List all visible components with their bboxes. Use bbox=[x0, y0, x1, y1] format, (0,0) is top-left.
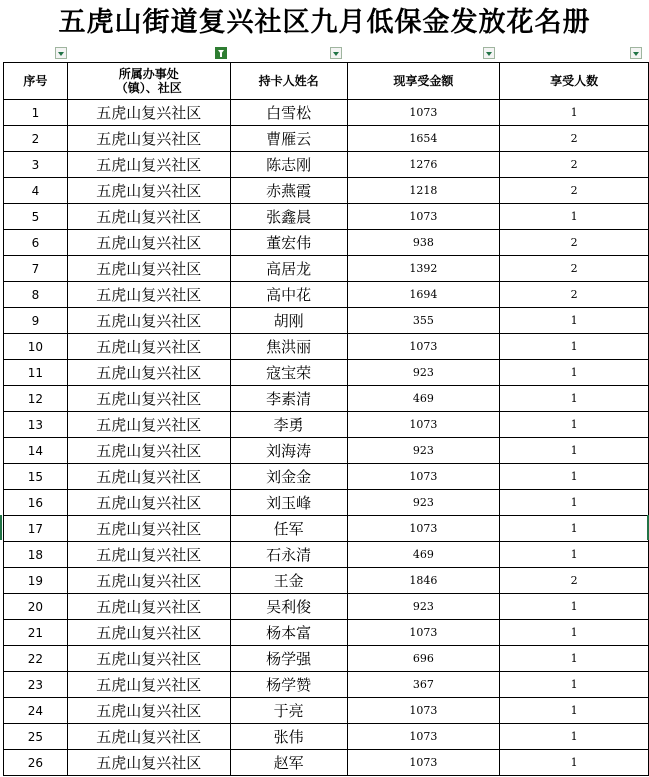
cell-area[interactable]: 五虎山复兴社区 bbox=[67, 334, 230, 360]
table-row[interactable] bbox=[4, 542, 649, 568]
cell-area[interactable]: 五虎山复兴社区 bbox=[67, 386, 230, 412]
table-row[interactable] bbox=[4, 282, 649, 308]
header-area-line1: 所属办事处 bbox=[118, 67, 179, 81]
cell-area[interactable]: 五虎山复兴社区 bbox=[67, 100, 230, 126]
header-amount[interactable]: 现享受金额 bbox=[347, 63, 500, 100]
cell-amount[interactable]: 1392 bbox=[347, 256, 500, 282]
cell-count[interactable]: 1 bbox=[500, 724, 649, 750]
cell-amount[interactable]: 1073 bbox=[347, 750, 500, 776]
cell-name[interactable]: 寇宝荣 bbox=[230, 360, 347, 386]
table-row[interactable] bbox=[4, 126, 649, 152]
cell-name[interactable]: 胡刚 bbox=[230, 308, 347, 334]
cell-area[interactable]: 五虎山复兴社区 bbox=[67, 282, 230, 308]
row-selection-marker-left bbox=[0, 515, 2, 540]
cell-amount[interactable]: 1073 bbox=[347, 100, 500, 126]
cell-name[interactable]: 焦洪丽 bbox=[230, 334, 347, 360]
cell-name[interactable]: 李勇 bbox=[230, 412, 347, 438]
cell-count[interactable]: 1 bbox=[500, 542, 649, 568]
cell-seq[interactable]: 16 bbox=[4, 490, 68, 516]
table-row[interactable] bbox=[4, 724, 649, 750]
cell-seq[interactable]: 1 bbox=[4, 100, 68, 126]
cell-amount[interactable]: 1654 bbox=[347, 126, 500, 152]
cell-seq[interactable]: 14 bbox=[4, 438, 68, 464]
cell-name[interactable]: 高中花 bbox=[230, 282, 347, 308]
cell-name[interactable]: 杨本富 bbox=[230, 620, 347, 646]
cell-seq[interactable]: 3 bbox=[4, 152, 68, 178]
cell-name[interactable]: 刘海涛 bbox=[230, 438, 347, 464]
cell-amount[interactable]: 355 bbox=[347, 308, 500, 334]
filter-active-area-icon[interactable] bbox=[215, 47, 227, 59]
table-row[interactable] bbox=[4, 360, 649, 386]
cell-area[interactable]: 五虎山复兴社区 bbox=[67, 594, 230, 620]
cell-seq[interactable]: 23 bbox=[4, 672, 68, 698]
cell-count[interactable]: 1 bbox=[500, 698, 649, 724]
cell-amount[interactable]: 1073 bbox=[347, 464, 500, 490]
cell-seq[interactable]: 7 bbox=[4, 256, 68, 282]
filter-bar bbox=[0, 46, 649, 62]
cell-count[interactable]: 2 bbox=[500, 256, 649, 282]
table-row[interactable] bbox=[4, 490, 649, 516]
table-row[interactable] bbox=[4, 646, 649, 672]
header-seq[interactable]: 序号 bbox=[4, 63, 68, 100]
cell-name[interactable]: 白雪松 bbox=[230, 100, 347, 126]
cell-seq[interactable]: 26 bbox=[4, 750, 68, 776]
table-body bbox=[4, 100, 649, 776]
cell-amount[interactable]: 1073 bbox=[347, 516, 500, 542]
cell-area[interactable]: 五虎山复兴社区 bbox=[67, 516, 230, 542]
cell-count[interactable]: 1 bbox=[500, 646, 649, 672]
cell-area[interactable]: 五虎山复兴社区 bbox=[67, 256, 230, 282]
cell-area[interactable]: 五虎山复兴社区 bbox=[67, 568, 230, 594]
cell-amount[interactable]: 1846 bbox=[347, 568, 500, 594]
cell-name[interactable]: 陈志刚 bbox=[230, 152, 347, 178]
cell-count[interactable]: 1 bbox=[500, 750, 649, 776]
cell-amount[interactable]: 1276 bbox=[347, 152, 500, 178]
cell-count[interactable]: 2 bbox=[500, 230, 649, 256]
cell-seq[interactable]: 2 bbox=[4, 126, 68, 152]
cell-name[interactable]: 赤燕霞 bbox=[230, 178, 347, 204]
cell-name[interactable]: 李素清 bbox=[230, 386, 347, 412]
cell-seq[interactable]: 25 bbox=[4, 724, 68, 750]
cell-area[interactable]: 五虎山复兴社区 bbox=[67, 490, 230, 516]
cell-amount[interactable]: 1073 bbox=[347, 412, 500, 438]
table-row[interactable] bbox=[4, 178, 649, 204]
cell-name[interactable]: 杨学赞 bbox=[230, 672, 347, 698]
cell-seq[interactable]: 19 bbox=[4, 568, 68, 594]
cell-amount[interactable]: 938 bbox=[347, 230, 500, 256]
cell-area[interactable]: 五虎山复兴社区 bbox=[67, 204, 230, 230]
cell-seq[interactable]: 8 bbox=[4, 282, 68, 308]
cell-amount[interactable]: 696 bbox=[347, 646, 500, 672]
header-row bbox=[4, 63, 649, 100]
cell-amount[interactable]: 923 bbox=[347, 594, 500, 620]
cell-amount[interactable]: 1073 bbox=[347, 334, 500, 360]
cell-seq[interactable]: 4 bbox=[4, 178, 68, 204]
cell-area[interactable]: 五虎山复兴社区 bbox=[67, 152, 230, 178]
cell-count[interactable]: 1 bbox=[500, 204, 649, 230]
cell-area[interactable]: 五虎山复兴社区 bbox=[67, 360, 230, 386]
cell-area[interactable]: 五虎山复兴社区 bbox=[67, 230, 230, 256]
header-area[interactable] bbox=[67, 63, 230, 100]
cell-count[interactable]: 1 bbox=[500, 412, 649, 438]
cell-seq[interactable]: 20 bbox=[4, 594, 68, 620]
cell-name[interactable]: 高居龙 bbox=[230, 256, 347, 282]
cell-seq[interactable]: 24 bbox=[4, 698, 68, 724]
filter-dropdown-name-icon[interactable] bbox=[330, 47, 342, 59]
cell-count[interactable]: 1 bbox=[500, 334, 649, 360]
cell-amount[interactable]: 469 bbox=[347, 386, 500, 412]
table-row[interactable] bbox=[4, 698, 649, 724]
table-row[interactable] bbox=[4, 386, 649, 412]
cell-amount[interactable]: 923 bbox=[347, 490, 500, 516]
table-row[interactable] bbox=[4, 620, 649, 646]
cell-seq[interactable]: 12 bbox=[4, 386, 68, 412]
table-row[interactable] bbox=[4, 230, 649, 256]
table-row[interactable] bbox=[4, 750, 649, 776]
table-row[interactable] bbox=[4, 464, 649, 490]
cell-area[interactable]: 五虎山复兴社区 bbox=[67, 178, 230, 204]
cell-amount[interactable]: 1218 bbox=[347, 178, 500, 204]
cell-seq[interactable]: 18 bbox=[4, 542, 68, 568]
header-name[interactable]: 持卡人姓名 bbox=[230, 63, 347, 100]
cell-amount[interactable]: 923 bbox=[347, 360, 500, 386]
cell-count[interactable]: 1 bbox=[500, 438, 649, 464]
filter-dropdown-count-icon[interactable] bbox=[630, 47, 642, 59]
cell-amount[interactable]: 1694 bbox=[347, 282, 500, 308]
cell-seq[interactable]: 21 bbox=[4, 620, 68, 646]
cell-area[interactable]: 五虎山复兴社区 bbox=[67, 646, 230, 672]
cell-seq[interactable]: 6 bbox=[4, 230, 68, 256]
table-row[interactable] bbox=[4, 438, 649, 464]
cell-area[interactable]: 五虎山复兴社区 bbox=[67, 542, 230, 568]
cell-amount[interactable]: 1073 bbox=[347, 724, 500, 750]
cell-area[interactable]: 五虎山复兴社区 bbox=[67, 620, 230, 646]
sheet-title: 五虎山街道复兴社区九月低保金发放花名册 bbox=[58, 7, 591, 38]
cell-seq[interactable]: 22 bbox=[4, 646, 68, 672]
cell-count[interactable]: 1 bbox=[500, 594, 649, 620]
cell-count[interactable]: 1 bbox=[500, 360, 649, 386]
table-row[interactable] bbox=[4, 516, 649, 542]
cell-seq[interactable]: 15 bbox=[4, 464, 68, 490]
cell-seq[interactable]: 13 bbox=[4, 412, 68, 438]
cell-amount[interactable]: 367 bbox=[347, 672, 500, 698]
cell-name[interactable]: 吴利俊 bbox=[230, 594, 347, 620]
cell-name[interactable]: 任军 bbox=[230, 516, 347, 542]
cell-count[interactable]: 2 bbox=[500, 568, 649, 594]
cell-amount[interactable]: 1073 bbox=[347, 698, 500, 724]
cell-area[interactable]: 五虎山复兴社区 bbox=[67, 464, 230, 490]
cell-seq[interactable]: 11 bbox=[4, 360, 68, 386]
table-row[interactable] bbox=[4, 308, 649, 334]
cell-area[interactable]: 五虎山复兴社区 bbox=[67, 438, 230, 464]
cell-name[interactable]: 刘金金 bbox=[230, 464, 347, 490]
table-row[interactable] bbox=[4, 100, 649, 126]
cell-count[interactable]: 2 bbox=[500, 282, 649, 308]
table-row[interactable] bbox=[4, 594, 649, 620]
cell-area[interactable]: 五虎山复兴社区 bbox=[67, 308, 230, 334]
cell-area[interactable]: 五虎山复兴社区 bbox=[67, 724, 230, 750]
cell-count[interactable]: 1 bbox=[500, 100, 649, 126]
filter-dropdown-amount-icon[interactable] bbox=[483, 47, 495, 59]
roster-table bbox=[3, 62, 649, 776]
cell-amount[interactable]: 469 bbox=[347, 542, 500, 568]
table-row[interactable] bbox=[4, 412, 649, 438]
table-row[interactable] bbox=[4, 256, 649, 282]
cell-count[interactable]: 1 bbox=[500, 464, 649, 490]
cell-amount[interactable]: 923 bbox=[347, 438, 500, 464]
cell-count[interactable]: 1 bbox=[500, 516, 649, 542]
cell-count[interactable]: 2 bbox=[500, 178, 649, 204]
cell-name[interactable]: 董宏伟 bbox=[230, 230, 347, 256]
cell-name[interactable]: 刘玉峰 bbox=[230, 490, 347, 516]
cell-seq[interactable]: 9 bbox=[4, 308, 68, 334]
cell-count[interactable]: 1 bbox=[500, 308, 649, 334]
table-row[interactable] bbox=[4, 334, 649, 360]
cell-count[interactable]: 1 bbox=[500, 386, 649, 412]
cell-area[interactable]: 五虎山复兴社区 bbox=[67, 672, 230, 698]
table-row[interactable] bbox=[4, 152, 649, 178]
cell-seq[interactable]: 5 bbox=[4, 204, 68, 230]
table-row[interactable] bbox=[4, 672, 649, 698]
cell-amount[interactable]: 1073 bbox=[347, 204, 500, 230]
cell-name[interactable]: 曹雁云 bbox=[230, 126, 347, 152]
cell-area[interactable]: 五虎山复兴社区 bbox=[67, 750, 230, 776]
cell-count[interactable]: 1 bbox=[500, 672, 649, 698]
cell-seq[interactable]: 17 bbox=[4, 516, 68, 542]
cell-name[interactable]: 石永清 bbox=[230, 542, 347, 568]
cell-name[interactable]: 张鑫晨 bbox=[230, 204, 347, 230]
cell-count[interactable]: 1 bbox=[500, 620, 649, 646]
table-row[interactable] bbox=[4, 204, 649, 230]
cell-name[interactable]: 王金 bbox=[230, 568, 347, 594]
cell-name[interactable]: 杨学强 bbox=[230, 646, 347, 672]
cell-area[interactable]: 五虎山复兴社区 bbox=[67, 412, 230, 438]
header-area-line2: （镇）、社区 bbox=[115, 81, 182, 95]
cell-seq[interactable]: 10 bbox=[4, 334, 68, 360]
cell-amount[interactable]: 1073 bbox=[347, 620, 500, 646]
cell-count[interactable]: 2 bbox=[500, 126, 649, 152]
table-row[interactable] bbox=[4, 568, 649, 594]
cell-area[interactable]: 五虎山复兴社区 bbox=[67, 126, 230, 152]
cell-name[interactable]: 张伟 bbox=[230, 724, 347, 750]
cell-name[interactable]: 赵军 bbox=[230, 750, 347, 776]
header-count[interactable]: 享受人数 bbox=[500, 63, 649, 100]
filter-dropdown-seq-icon[interactable] bbox=[55, 47, 67, 59]
cell-area[interactable]: 五虎山复兴社区 bbox=[67, 698, 230, 724]
cell-name[interactable]: 于亮 bbox=[230, 698, 347, 724]
cell-count[interactable]: 1 bbox=[500, 490, 649, 516]
cell-count[interactable]: 2 bbox=[500, 152, 649, 178]
